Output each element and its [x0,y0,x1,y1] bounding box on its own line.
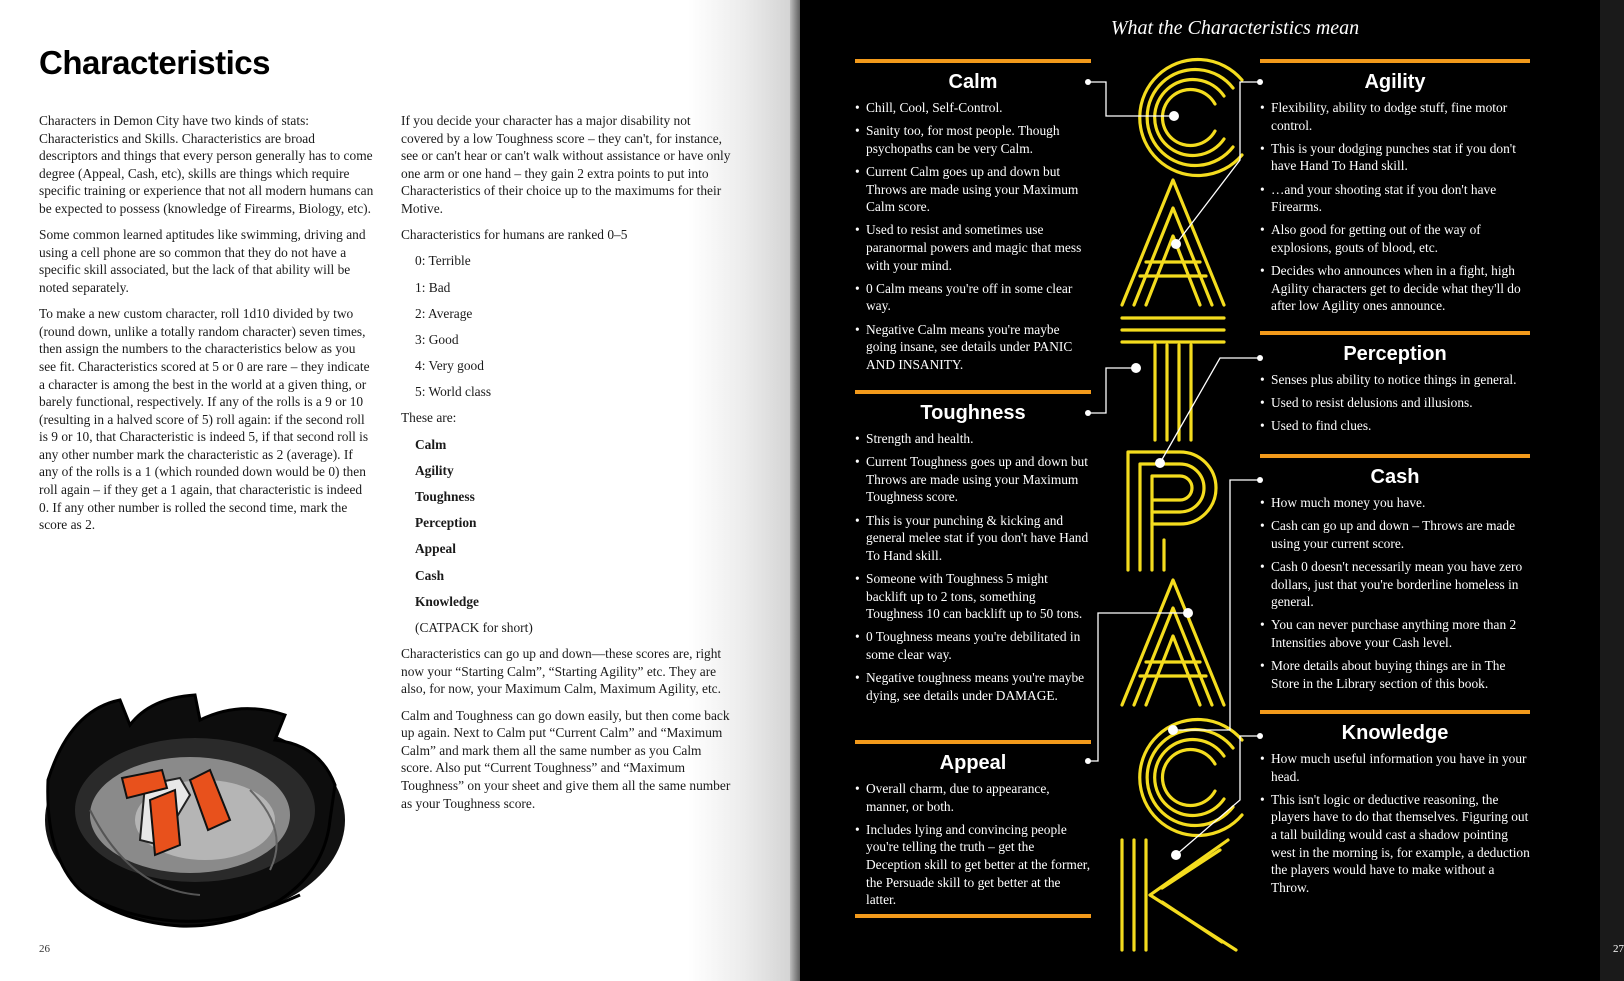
list-item: • Includes lying and convincing people you're telling the truth – get the Deception skill to get better at the former, the Persuade skill to get better at the latter. [855,821,1091,909]
left-column-2 [401,112,736,821]
list-item: • Decides who announces when in a fight, high Agility characters get to decide what they'll do after low Agility ones announce. [1260,262,1530,315]
characteristic-item: Appeal [415,541,456,557]
list-item: • Cash can go up and down – Throws are made using your current score. [1260,517,1530,552]
paragraph: These are: [401,410,457,426]
list-item: • Strength and health. [855,430,1091,448]
characteristic-item: Calm [415,436,447,452]
section-cash [1260,454,1530,698]
rank-item: 0: Terrible [415,253,471,269]
characteristic-item: Agility [415,462,454,478]
list-item: • 0 Calm means you're off in some clear way. [855,280,1091,315]
list-item: • Sanity too, for most people. Though psychopaths can be very Calm. [855,122,1091,157]
rank-item: 3: Good [415,331,459,347]
section-list [855,780,1091,909]
section-list [1260,750,1530,896]
catpack-letter-a [1122,580,1224,705]
section-divider [855,740,1091,744]
right-page-header: What the Characteristics mean [1110,17,1360,39]
list-item: • Used to resist and sometimes use paranormal powers and magic that mess with your mind. [855,221,1091,274]
list-item: • Current Toughness goes up and down but Throws are made using your Maximum Toughness score. [855,453,1091,506]
right-page [800,0,1624,981]
list-item: • Current Calm goes up and down but Throws are made using your Maximum Calm score. [855,163,1091,216]
paragraph: Some common learned aptitudes like swimming, driving and using a cell phone are so common that they do not have a specific skill associated, but the lack of that ability will be noted separately. [39,227,366,295]
rank-item: 1: Bad [415,279,451,295]
rank-list [401,252,736,401]
list-item: • More details about buying things are in The Store in the Library section of this book. [1260,657,1530,692]
catpack-letter-p [1128,452,1216,570]
characteristic-item: Toughness [415,489,475,505]
list-item: • Overall charm, due to appearance, manner, or both. [855,780,1091,815]
paragraph: Calm and Toughness can go down easily, but then come back up again. Next to Calm put “Current Calm” and “Maximum Calm” and mark them all the same number as you Calm score. Also put “Current Toughness” and “Maximum Toughness” on your sheet and give them all the same number as your Toughness score. [401,707,731,811]
catpack-letter-c [1140,60,1242,176]
list-item: • This isn't logic or deductive reasoning, the players have to do that themselves. Figuring out a tall building would cast a shadow pointing west in the morning is, for example, a deduction the players would have to make without a Throw. [1260,791,1530,897]
characteristic-item: Knowledge [415,593,479,609]
list-item: • Negative toughness means you're maybe dying, see details under DAMAGE. [855,669,1091,704]
list-item: • Chill, Cool, Self-Control. [855,99,1091,117]
section-title: Agility [1364,71,1426,93]
section-perception [1260,331,1530,441]
list-item: • Used to resist delusions and illusions. [1260,394,1530,412]
section-divider [855,59,1091,63]
section-divider [855,914,1091,918]
list-item: • How much money you have. [1260,494,1530,512]
catpack-note: (CATPACK for short) [415,619,533,635]
section-knowledge [1260,710,1530,902]
section-divider [1260,710,1530,714]
page-title: Characteristics [39,44,270,81]
characteristic-item: Cash [415,567,445,583]
ashtray-illustration [30,670,350,950]
list-item: • 0 Toughness means you're debilitated in some clear way. [855,628,1091,663]
section-title: Appeal [939,752,1007,774]
list-item: • Flexibility, ability to dodge stuff, fine motor control. [1260,99,1530,134]
characteristic-list [401,436,736,611]
list-item: • Also good for getting out of the way of explosions, gouts of blood, etc. [1260,221,1530,256]
section-toughness [855,390,1091,710]
rank-item: 4: Very good [415,358,484,374]
list-item: • …and your shooting stat if you don't have Firearms. [1260,181,1530,216]
left-column-1 [39,112,374,542]
list-item: • This is your dodging punches stat if you don't have Hand To Hand skill. [1260,140,1530,175]
section-divider [1260,454,1530,458]
section-divider [1260,331,1530,335]
paragraph: Characteristics for humans are ranked 0–5 [401,227,628,243]
section-title: Perception [1343,343,1447,365]
section-divider [1260,59,1530,63]
section-list [855,430,1091,704]
paragraph: To make a new custom character, roll 1d10 divided by two (round down, unlike a totally random character) seven times, then assign the numbers to the characteristics below as you see fit. Characteristics scored at 5 or 0 are rare – they indicate a character is among the best in the world at a given thing, or barely functional, respectively. If any of the rolls is a 9 or 10 (resulting in a halved score of 5) roll again: if the second roll is 9 or 10, that Characteristic is indeed 5, if that second roll is any other number mark the characteristic as 2 (average). If any of the rolls is a 1 (which rounded down would be 0) then roll again – if they get a 1 again, that characteristic is indeed 0. If any other number is rolled the second time, mark the score as 2. [39,306,370,533]
section-list [1260,99,1530,315]
section-appeal [855,740,1091,914]
list-item: • Used to find clues. [1260,417,1530,435]
catpack-letter-c [1140,720,1242,836]
rank-item: 2: Average [415,305,473,321]
list-item: • Negative Calm means you're maybe going insane, see details under PANIC AND INSANITY. [855,321,1091,374]
list-item: • How much useful information you have in your head. [1260,750,1530,785]
section-agility [1260,59,1530,321]
left-page [0,0,800,981]
section-list [855,99,1091,373]
section-title: Knowledge [1341,722,1449,744]
paragraph: Characters in Demon City have two kinds of stats: Characteristics and Skills. Characteristics are broad descriptors and things that every person generally has to come degree (Appeal, Cash, etc), skills are things which require specific training or experience that not all modern humans can be expected to possess (knowledge of Firearms, Biology, etc). [39,113,374,216]
list-item: • Cash 0 doesn't necessarily mean you have zero dollars, just that you're borderline homeless in general. [1260,558,1530,611]
list-item: • You can never purchase anything more than 2 Intensities above your Cash level. [1260,616,1530,651]
section-calm [855,59,1091,379]
section-list [1260,371,1530,435]
section-title: Calm [948,71,998,93]
paragraph: If you decide your character has a major disability not covered by a low Toughness score – they can't, for instance, see or can't hear or can't walk without assistance or have only one arm or one hand – they gain 2 extra points to put into Characteristics of their choice up to the maximums for their Motive. [401,113,731,216]
paragraph: Characteristics can go up and down—these scores are, right now your “Starting Calm”, “Starting Agility” etc. They are also, for now, your Maximum Calm, Maximum Agility, etc. [401,646,722,697]
list-item: • Someone with Toughness 5 might backlift up to 2 tons, something Toughness 10 can backlift up to 50 tons. [855,570,1091,623]
page-number: 27 [1613,943,1624,955]
page-number: 26 [39,943,50,955]
section-title: Cash [1370,466,1420,488]
section-list [1260,494,1530,692]
list-item: • This is your punching & kicking and general melee stat if you don't have Hand To Hand skill. [855,512,1091,565]
rank-item: 5: World class [415,384,492,400]
characteristic-item: Perception [415,515,477,531]
section-divider [855,390,1091,394]
list-item: • Senses plus ability to notice things in general. [1260,371,1530,389]
section-title: Toughness [920,402,1026,424]
